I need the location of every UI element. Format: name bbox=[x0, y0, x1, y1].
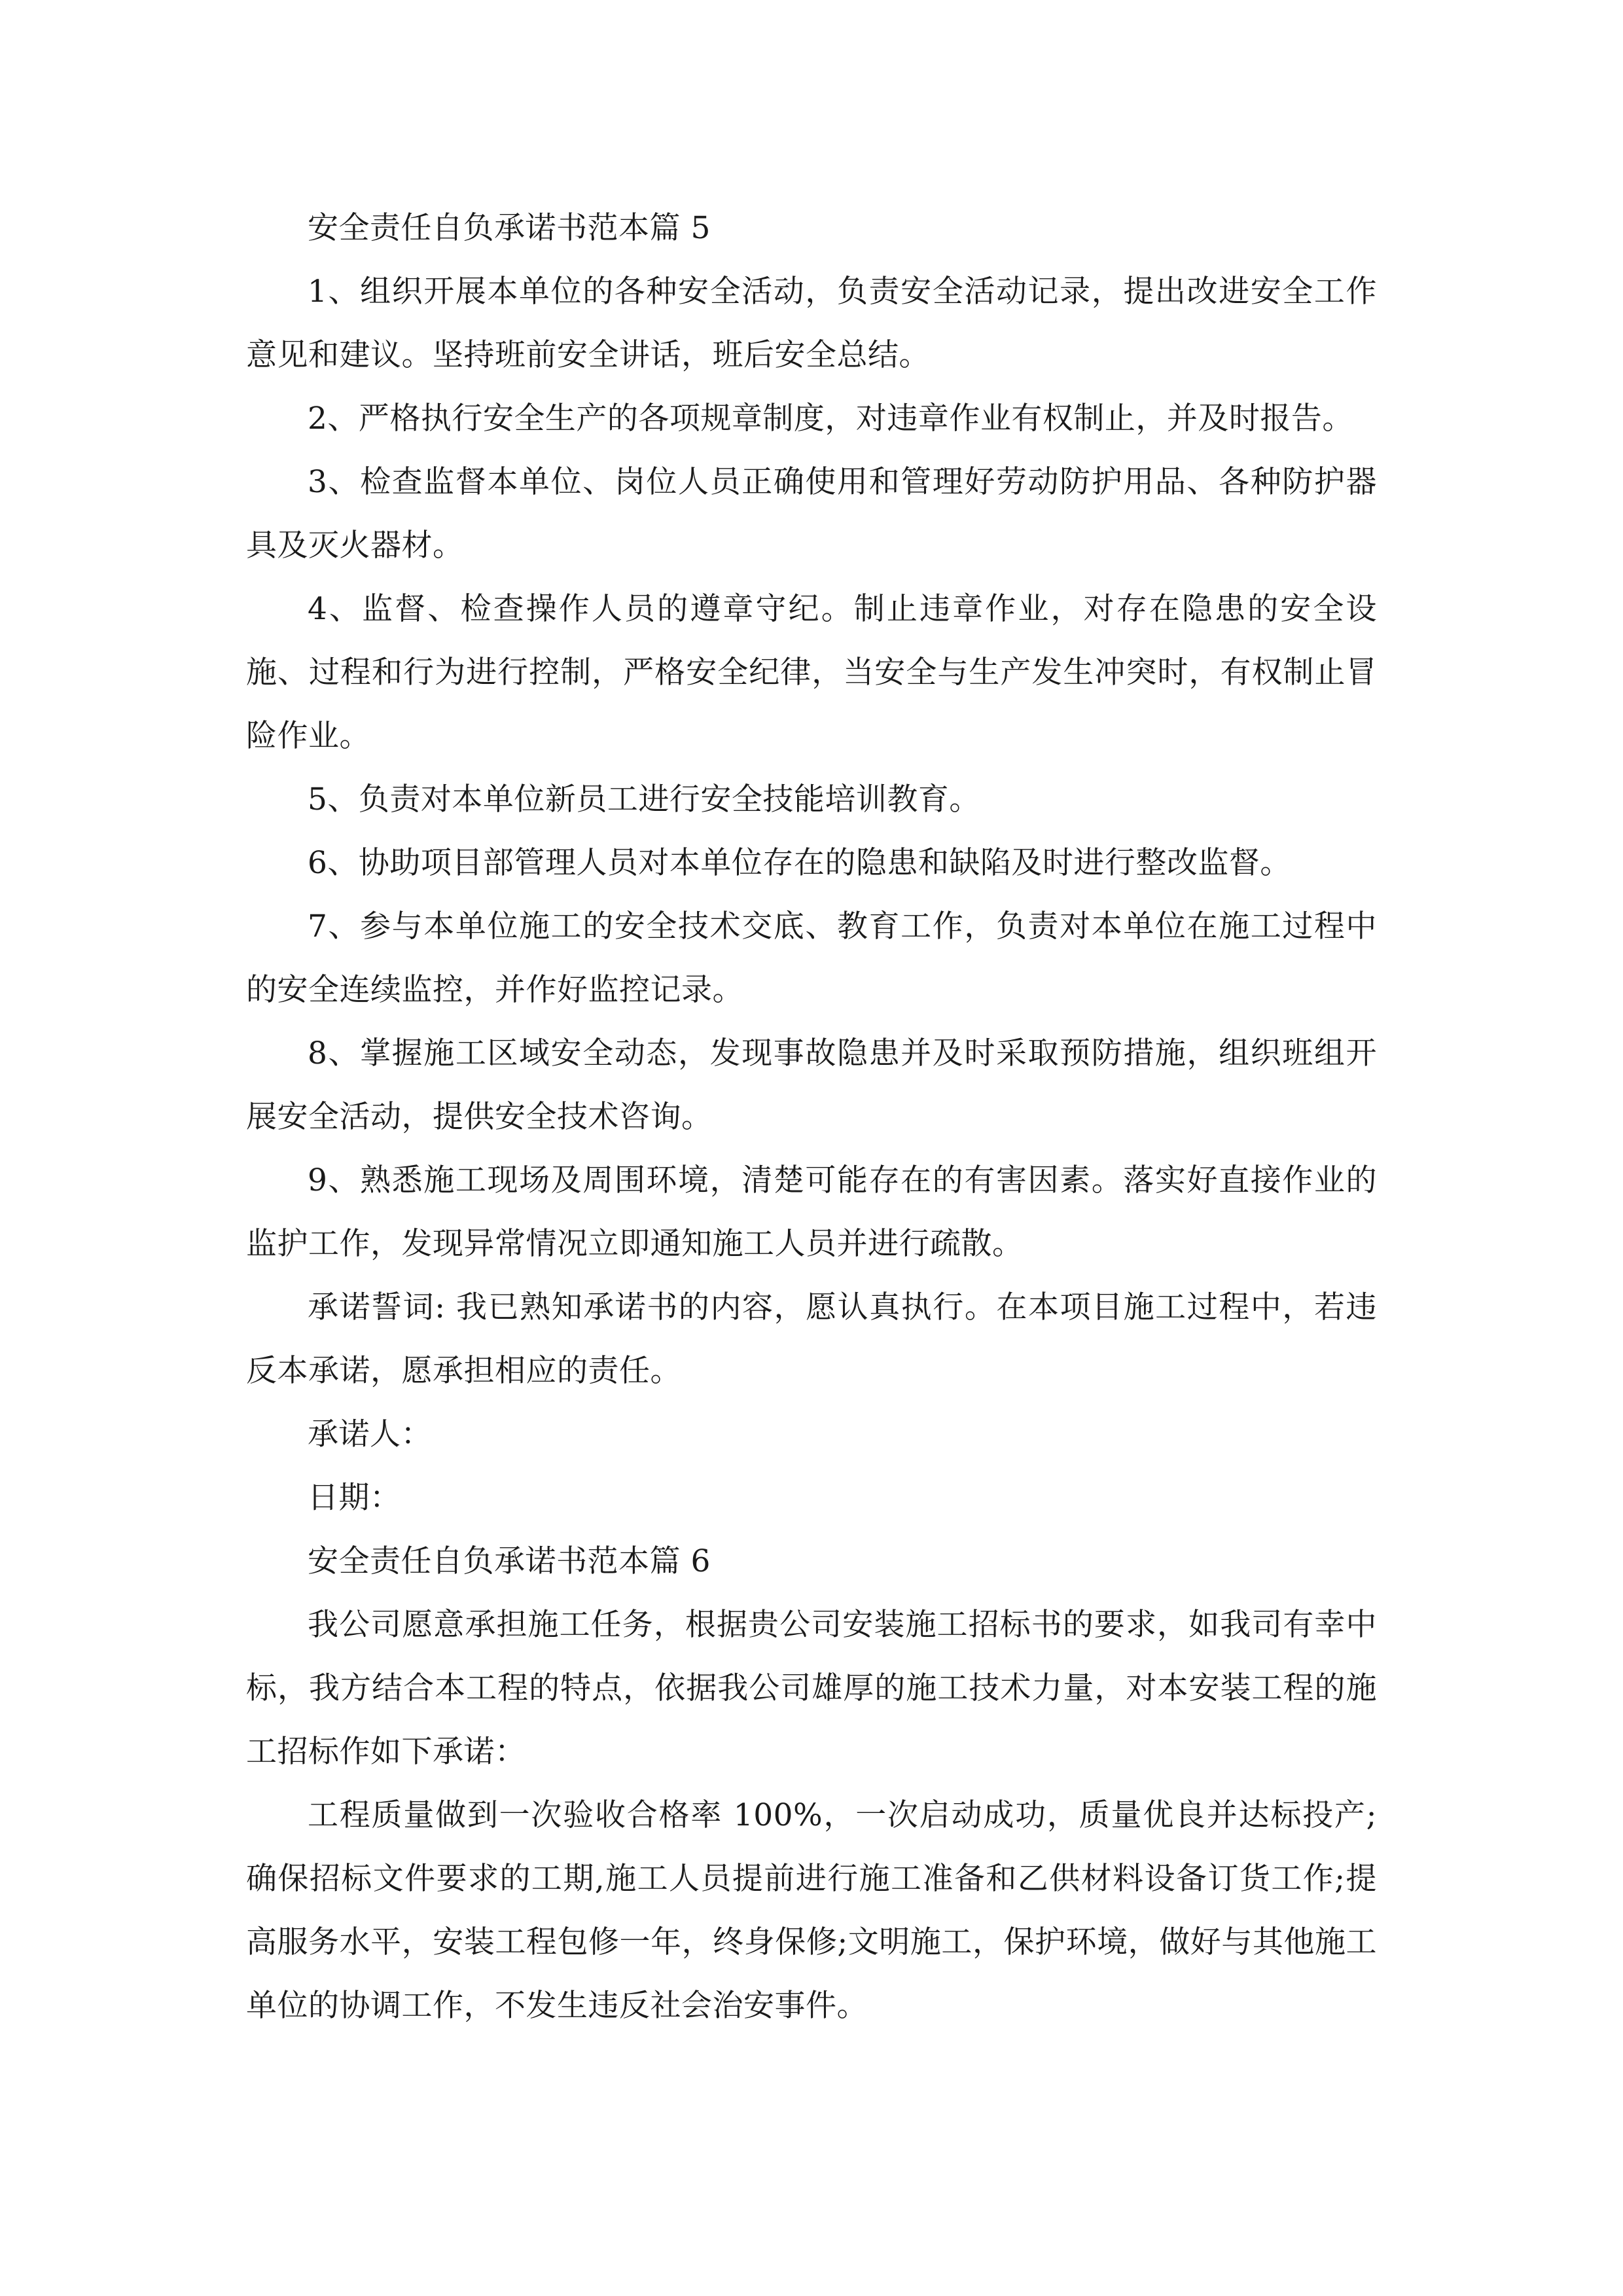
paragraph-item-5: 5、负责对本单位新员工进行安全技能培训教育。 bbox=[308, 781, 980, 817]
paragraph-item-1: 1、组织开展本单位的各种安全活动，负责安全活动记录，提出改进安全工作意见和建议。坚持班前安全讲话，班后安全总结。 bbox=[246, 274, 1377, 373]
section-heading-6: 安全责任自负承诺书范本篇 6 bbox=[308, 1543, 711, 1579]
pledge-oath: 承诺誓词: 我已熟知承诺书的内容，愿认真执行。在本项目施工过程中，若违反本承诺，愿承担相应的责任。 bbox=[246, 1289, 1377, 1389]
paragraph-item-8: 8、掌握施工区域安全动态，发现事故隐患并及时采取预防措施，组织班组开展安全活动，提供安全技术咨询。 bbox=[246, 1035, 1377, 1135]
paragraph-intro: 我公司愿意承担施工任务，根据贵公司安装施工招标书的要求，如我司有幸中标，我方结合本工程的特点，依据我公司雄厚的施工技术力量，对本安装工程的施工招标作如下承诺： bbox=[246, 1607, 1377, 1770]
pledger-line: 承诺人： bbox=[308, 1416, 432, 1452]
paragraph-item-3: 3、检查监督本单位、岗位人员正确使用和管理好劳动防护用品、各种防护器具及灭火器材。 bbox=[246, 464, 1377, 564]
document-page bbox=[246, 196, 1377, 2037]
paragraph-item-6: 6、协助项目部管理人员对本单位存在的隐患和缺陷及时进行整改监督。 bbox=[308, 845, 1291, 881]
paragraph-item-9: 9、熟悉施工现场及周围环境，清楚可能存在的有害因素。落实好直接作业的监护工作，发现异常情况立即通知施工人员并进行疏散。 bbox=[246, 1162, 1377, 1262]
section-heading-5: 安全责任自负承诺书范本篇 5 bbox=[308, 210, 711, 246]
date-line: 日期： bbox=[308, 1480, 401, 1516]
paragraph-item-7: 7、参与本单位施工的安全技术交底、教育工作，负责对本单位在施工过程中的安全连续监控，并作好监控记录。 bbox=[246, 908, 1377, 1008]
paragraph-item-4: 4、监督、检查操作人员的遵章守纪。制止违章作业，对存在隐患的安全设施、过程和行为进行控制，严格安全纪律，当安全与生产发生冲突时，有权制止冒险作业。 bbox=[246, 591, 1377, 754]
paragraph-commitments: 工程质量做到一次验收合格率 100%，一次启动成功，质量优良并达标投产;确保招标文件要求的工期,施工人员提前进行施工准备和乙供材料设备订货工作;提高服务水平，安装工程包修一年，终身保修;文明施工，保护环境，做好与其他施工单位的协调工作，不发生违反社会治安事件。 bbox=[246, 1797, 1377, 2024]
paragraph-item-2: 2、严格执行安全生产的各项规章制度，对违章作业有权制止，并及时报告。 bbox=[308, 401, 1353, 437]
